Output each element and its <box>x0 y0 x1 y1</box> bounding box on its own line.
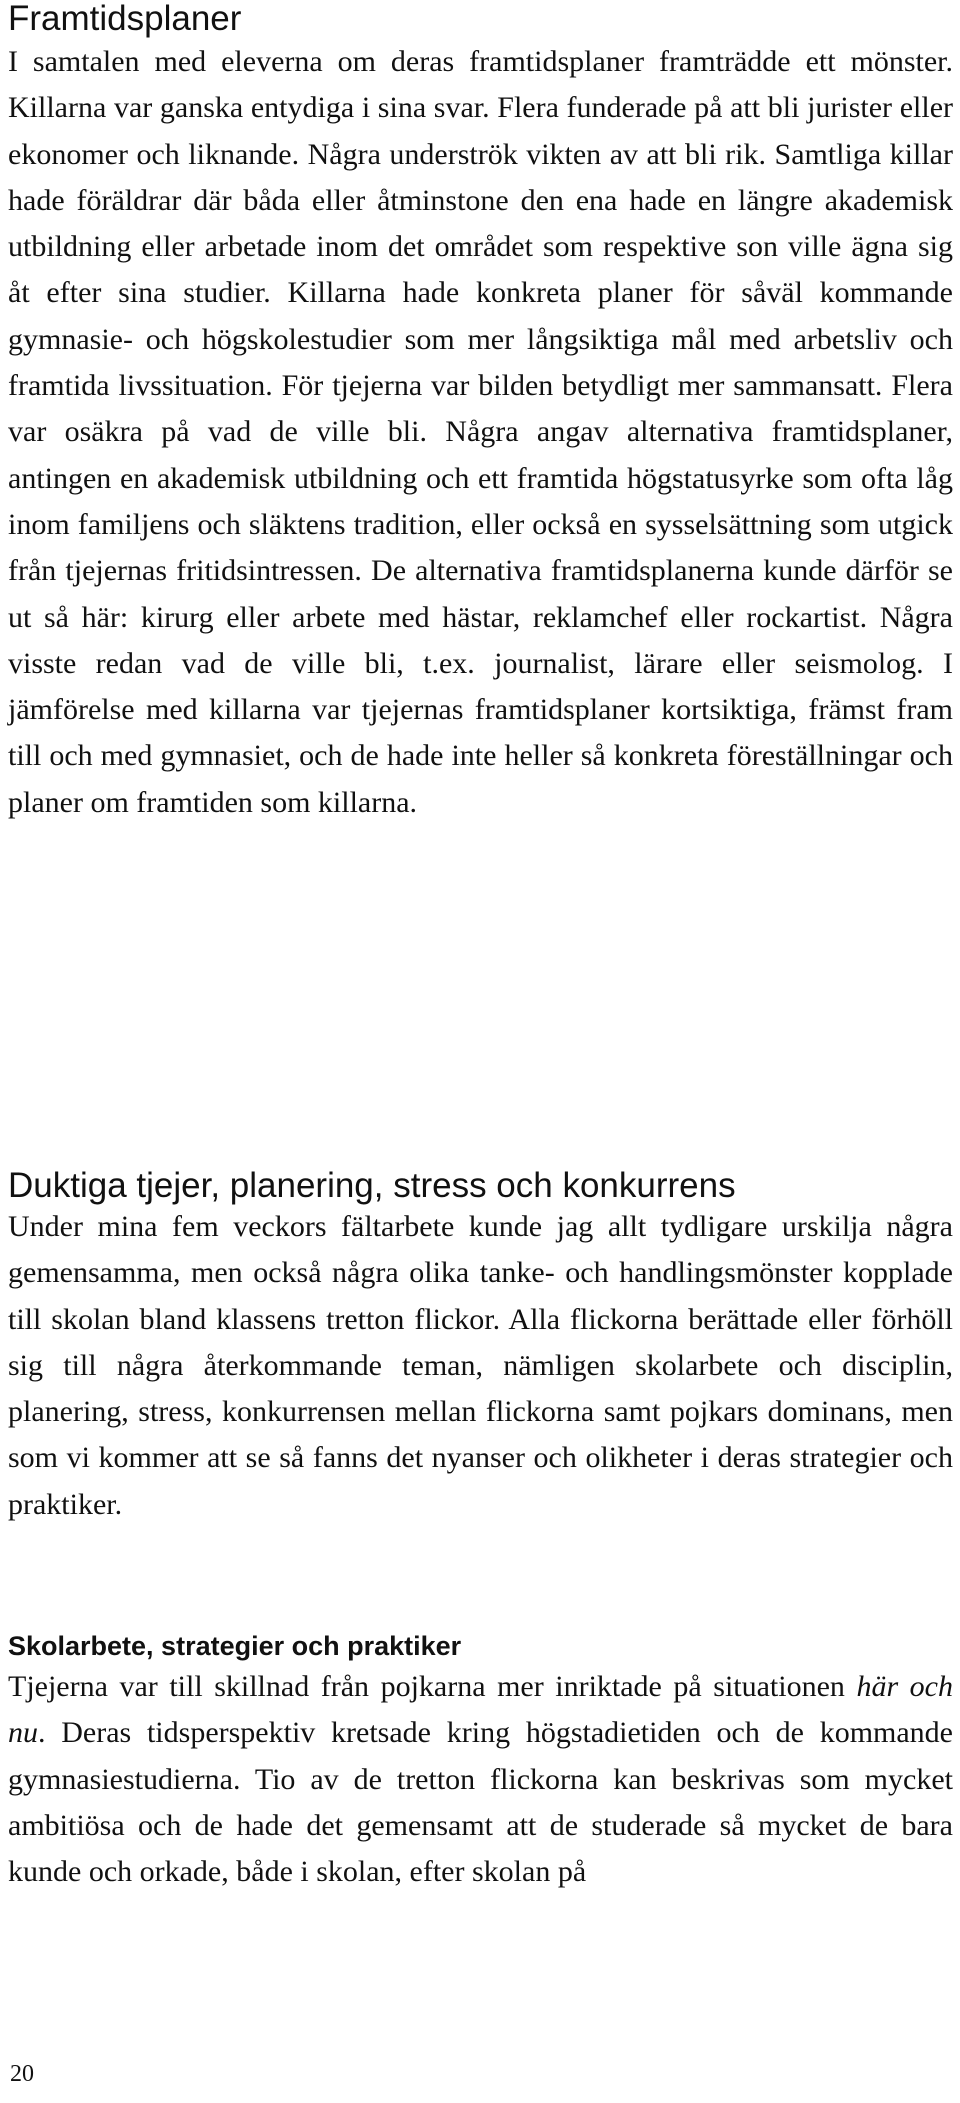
page-number: 20 <box>10 2061 34 2087</box>
section-framtidsplaner <box>8 0 953 826</box>
section-heading: Framtidsplaner <box>8 0 242 38</box>
document-page <box>8 0 953 2103</box>
paragraph-italic-phrase: här och nu <box>8 1670 953 1750</box>
section-paragraph: I samtalen med eleverna om deras framtidsplaner framträdde ett mönster. Killarna var ganska entydiga i sina svar. Flera funderade på att bli jurister eller ekonomer och liknande. Några underströk vikten av att bli rik. Samtliga killar hade föräldrar där båda eller åtminstone den ena hade en längre akademisk utbildning eller arbetade inom det området som respektive son ville ägna sig åt efter sina studier. Killarna hade konkreta planer för såväl kommande gymnasie- och högskolestudier som mer långsiktiga mål med arbetsliv och framtida livssituation. För tjejerna var bilden betydligt mer sammansatt. Flera var osäkra på vad de ville bli. Några angav alternativa framtidsplaner, antingen en akademisk utbildning och ett framtida högstatusyrke som ofta låg inom familjens och släktens tradition, eller också en sysselsättning som utgick från tjejernas fritidsintressen. De alternativa framtidsplanerna kunde därför se ut så här: kirurg eller arbete med hästar, reklamchef eller rockartist. Några visste redan vad de ville bli, t.ex. journalist, lärare eller seismolog. I jämförelse med killarna var tjejernas framtidsplaner kortsiktiga, främst fram till och med gymnasiet, och de hade inte heller så konkreta föreställningar och planer om framtiden som killarna. <box>8 45 953 819</box>
section-heading: Duktiga tjejer, planering, stress och konkurrens <box>8 1166 736 1205</box>
paragraph-text-start: Tjejerna var till skillnad från pojkarna mer inriktade på situationen <box>8 1670 857 1703</box>
section-paragraph <box>8 1664 953 1895</box>
paragraph-text-end: . Deras tidsperspektiv kretsade kring högstadietiden och de kommande gymnasiestudierna. Tio av de tretton flickorna kan beskrivas som mycket ambitiösa och de hade det gemensamt att de studerade så mycket de bara kunde och orkade, både i skolan, efter skolan på <box>8 1716 953 1889</box>
section-subheading: Skolarbete, strategier och praktiker <box>8 1631 462 1661</box>
section-duktiga-tjejer <box>8 1168 953 1528</box>
section-skolarbete <box>8 1630 953 1895</box>
section-paragraph: Under mina fem veckors fältarbete kunde jag allt tydligare urskilja några gemensamma, men också några olika tanke- och handlingsmönster kopplade till skolan bland klassens tretton flickor. Alla flickorna berättade eller förhöll sig till några återkommande teman, nämligen skolarbete och disciplin, planering, stress, konkurrensen mellan flickorna samt pojkars dominans, men som vi kommer att se så fanns det nyanser och olikheter i deras strategier och praktiker. <box>8 1210 953 1521</box>
